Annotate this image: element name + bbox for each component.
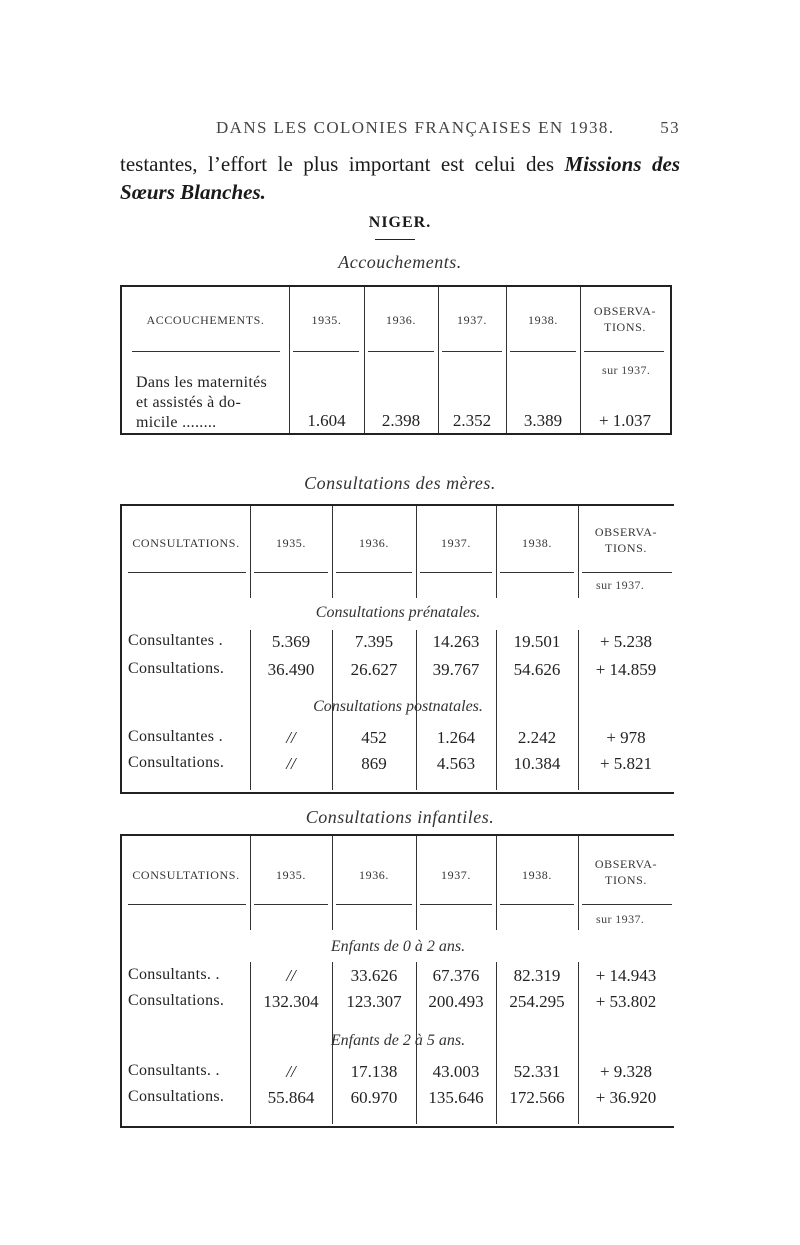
column-divider [496, 836, 497, 930]
table-cell: 3.389 [523, 411, 563, 430]
header-rule [368, 351, 434, 352]
table-cell: // [286, 1062, 296, 1081]
group-title: Consultations postnatales. [313, 698, 483, 715]
intro-emphasis: Missions des Sœurs Blanches. [120, 152, 681, 204]
table-cell: 2.352 [452, 411, 492, 430]
table-cell: 2.398 [381, 411, 421, 430]
title-rule [375, 239, 415, 240]
table-cell: + 36.920 [595, 1088, 657, 1107]
header-rule [420, 904, 492, 905]
observation-note: sur 1937. [596, 912, 645, 926]
table-cell: // [286, 728, 296, 747]
table-cell: + 978 [606, 728, 646, 747]
column-header: 1938. [528, 313, 558, 327]
table-cell: 132.304 [263, 992, 319, 1011]
table-cell: 1.604 [307, 411, 346, 430]
table-cell: 4.563 [436, 754, 476, 773]
header-rule [582, 572, 672, 573]
header-rule [336, 572, 412, 573]
header-line: OBSERVA- [594, 857, 658, 871]
table-cell: // [286, 754, 296, 773]
row-label-line: Dans les maternités [136, 374, 267, 391]
header-line: TIONS. [605, 541, 647, 555]
row-label: Consultations. [128, 992, 225, 1009]
table-cell: 172.566 [509, 1088, 565, 1107]
running-head-title: DANS LES COLONIES FRANÇAISES EN 1938. [216, 118, 615, 137]
group-title: Enfants de 0 à 2 ans. [330, 938, 466, 955]
column-header: 1935. [276, 868, 306, 882]
page-number: 53 [660, 118, 680, 137]
table-cell: 7.395 [354, 632, 394, 651]
header-rule [442, 351, 502, 352]
column-header: 1937. [441, 536, 471, 550]
column-header: 1935. [311, 313, 342, 327]
table-cell: 55.864 [267, 1088, 315, 1107]
header-rule [420, 572, 492, 573]
table-cell: 10.384 [513, 754, 561, 773]
column-divider [416, 836, 417, 930]
observation-note: sur 1937. [602, 363, 651, 377]
table-caption-infantiles: Consultations infantiles. [305, 807, 495, 827]
table-cell: 82.319 [513, 966, 561, 985]
column-header: 1937. [441, 868, 471, 882]
header-line: TIONS. [605, 873, 647, 887]
header-rule [254, 572, 328, 573]
header-line: OBSERVA- [594, 525, 658, 539]
header-rule [132, 351, 280, 352]
table-cell: 14.263 [432, 632, 480, 651]
header-rule [510, 351, 576, 352]
table-cell: + 5.238 [599, 632, 653, 651]
table-cell: 67.376 [432, 966, 480, 985]
row-label: Consultations. [128, 1088, 225, 1105]
row-label: Consultantes . [128, 728, 223, 745]
column-header: 1938. [522, 868, 552, 882]
section-title: NIGER. [368, 214, 432, 231]
header-rule [336, 904, 412, 905]
table-cell: 452 [361, 728, 387, 747]
column-header-observations [578, 524, 674, 556]
table-cell: + 1.037 [598, 411, 652, 430]
intro-text: testantes, l’effort le plus important est celui des [120, 152, 565, 176]
table-consultations-meres [120, 504, 674, 794]
row-label-line: micile ........ [136, 414, 217, 431]
column-header: 1938. [522, 536, 552, 550]
header-rule [293, 351, 359, 352]
row-label [136, 373, 267, 433]
column-divider [332, 506, 333, 598]
header-rule [500, 572, 574, 573]
header-rule [584, 351, 664, 352]
table-cell: 52.331 [513, 1062, 561, 1081]
table-caption-accouchements: Accouchements. [338, 252, 462, 272]
table-cell: 17.138 [350, 1062, 398, 1081]
table-cell: 39.767 [432, 660, 480, 679]
table-cell: 33.626 [350, 966, 398, 985]
header-rule [128, 572, 246, 573]
table-cell: 2.242 [517, 728, 557, 747]
column-header: 1937. [457, 313, 487, 327]
table-cell: 135.646 [428, 1088, 484, 1107]
table-cell: + 5.821 [599, 754, 653, 773]
table-cell: 200.493 [428, 992, 484, 1011]
column-header: 1936. [359, 536, 389, 550]
table-cell: + 14.943 [595, 966, 657, 985]
table-cell: 869 [361, 754, 387, 773]
header-rule [500, 904, 574, 905]
table-cell: 1.264 [436, 728, 476, 747]
header-line: OBSERVA- [593, 304, 657, 318]
table-cell: 26.627 [350, 660, 398, 679]
column-header: 1935. [276, 536, 306, 550]
table-consultations-infantiles [120, 834, 674, 1128]
table-cell: + 9.328 [599, 1062, 653, 1081]
column-header-observations [580, 303, 670, 335]
column-divider [416, 506, 417, 598]
row-label: Consultations. [128, 754, 225, 771]
column-header-observations [578, 856, 674, 888]
row-label-line: et assistés à do- [136, 394, 242, 411]
table-caption-meres: Consultations des mères. [304, 473, 496, 493]
table-cell: 36.490 [267, 660, 315, 679]
column-header: CONSULTATIONS. [132, 868, 240, 882]
header-rule [254, 904, 328, 905]
column-header: ACCOUCHEMENTS. [146, 313, 265, 327]
table-accouchements [120, 285, 672, 435]
header-rule [128, 904, 246, 905]
column-header: 1936. [359, 868, 389, 882]
table-cell: 5.369 [271, 632, 311, 651]
table-cell: 54.626 [513, 660, 561, 679]
column-divider [496, 506, 497, 598]
header-rule [582, 904, 672, 905]
row-label: Consultants. . [128, 966, 220, 983]
table-cell: + 14.859 [595, 660, 657, 679]
row-label: Consultantes . [128, 632, 223, 649]
group-title: Enfants de 2 à 5 ans. [330, 1032, 466, 1049]
table-cell: 43.003 [432, 1062, 480, 1081]
row-label: Consultations. [128, 660, 225, 677]
header-line: TIONS. [604, 320, 646, 334]
column-divider [250, 836, 251, 930]
table-cell: 123.307 [346, 992, 402, 1011]
row-label: Consultants. . [128, 1062, 220, 1079]
column-header: CONSULTATIONS. [132, 536, 240, 550]
table-cell: + 53.802 [595, 992, 657, 1011]
table-cell: // [286, 966, 296, 985]
group-title: Consultations prénatales. [315, 604, 481, 621]
table-cell: 60.970 [350, 1088, 398, 1107]
column-divider [250, 506, 251, 598]
column-divider [332, 836, 333, 930]
table-cell: 254.295 [509, 992, 565, 1011]
table-cell: 19.501 [513, 632, 561, 651]
intro-paragraph [120, 150, 680, 206]
column-header: 1936. [386, 313, 416, 327]
observation-note: sur 1937. [596, 578, 645, 592]
